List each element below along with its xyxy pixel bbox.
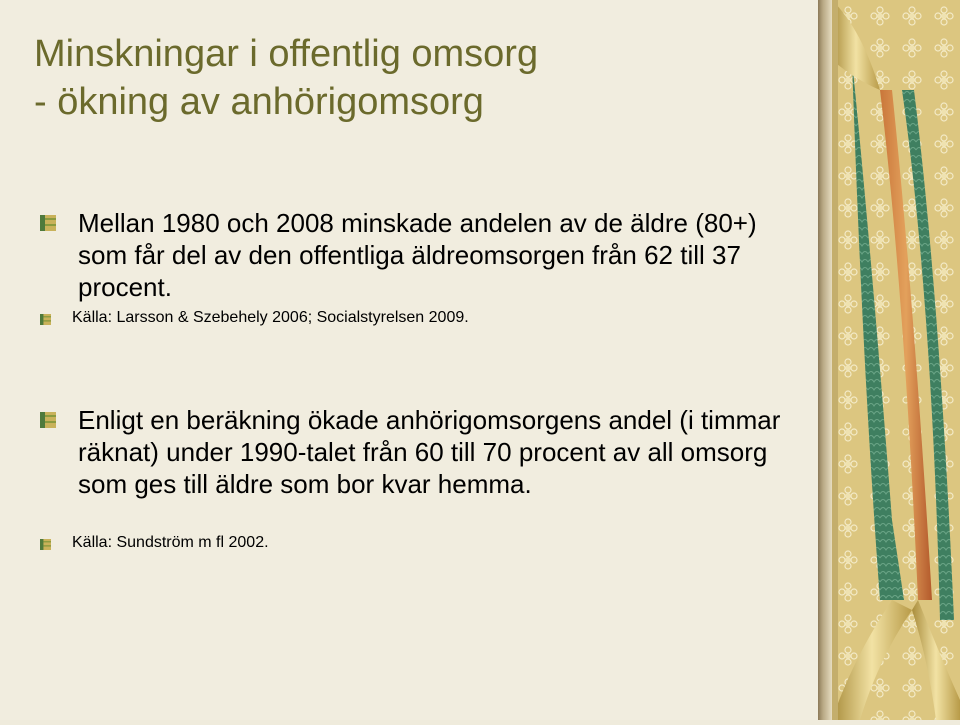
slide-edge-shadow [818, 0, 832, 720]
source-bullet [40, 308, 780, 328]
floral-border-decoration [832, 0, 960, 720]
title-line-1: Minskningar i offentlig omsorg [34, 33, 539, 75]
bullet-text: Mellan 1980 och 2008 minskade andelen av de äldre (80+) som får del av den offentliga äldreomsorgen från 62 till 37 procent. [78, 208, 757, 302]
square-bullet-icon [40, 537, 51, 548]
square-bullet-icon [40, 312, 51, 323]
slide-title [34, 30, 794, 126]
source-text: Källa: Larsson & Szebehely 2006; Socialstyrelsen 2009. [72, 309, 469, 326]
bullet-item [40, 207, 780, 303]
source-bullet [40, 533, 780, 553]
title-line-2: - ökning av anhörigomsorg [34, 81, 484, 123]
square-bullet-icon [40, 412, 56, 428]
source-text: Källa: Sundström m fl 2002. [72, 534, 269, 551]
bullet-text: Enligt en beräkning ökade anhörigomsorgens andel (i timmar räknat) under 1990-talet från 60 till 70 procent av all omsorg som ges till äldre som bor kvar hemma. [78, 405, 781, 499]
bullet-item [40, 404, 800, 500]
square-bullet-icon [40, 215, 56, 231]
